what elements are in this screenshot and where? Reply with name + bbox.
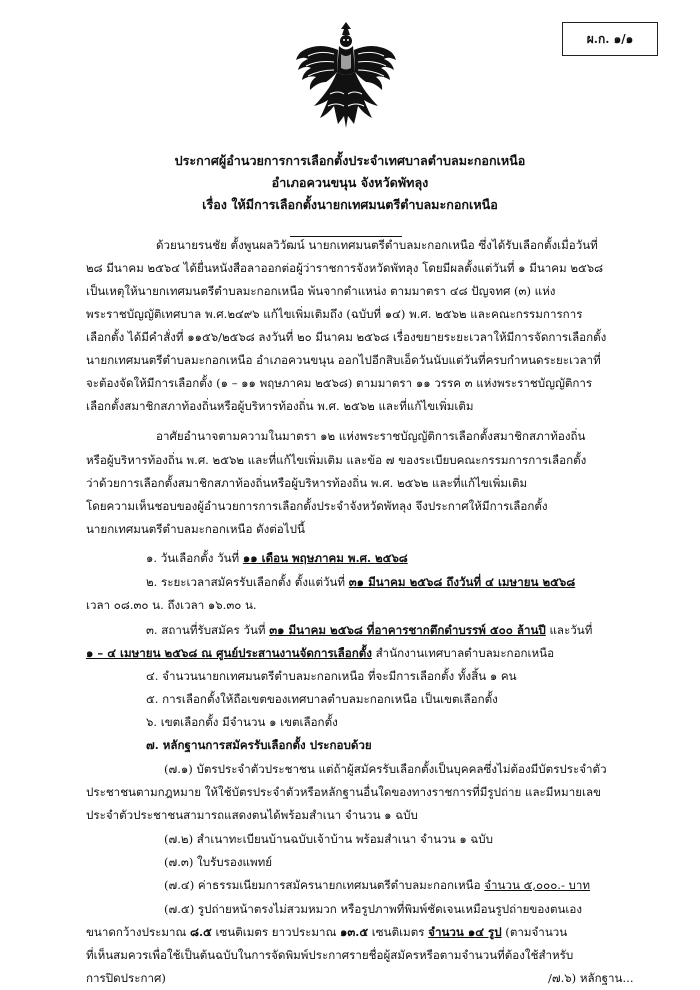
doc-photo-line2 — [86, 927, 567, 939]
para1-line: พระราชบัญญัติเทศบาล พ.ศ.๒๔๙๖ แก้ไขเพิ่มเติมถึง (ฉบับที่ ๑๔) พ.ศ. ๒๕๖๒ และคณะกรรมการการ — [86, 307, 583, 321]
doc-photo-line4: การปิดประกาศ) — [86, 971, 166, 985]
page-code-label: ผ.ก. ๑/๑ — [586, 31, 634, 46]
item-application-venue-value: ๓๑ มีนาคม ๒๕๖๘ ที่อาคารชากตึกดำบรรพ์ ๕๐๐ ล้านปี — [269, 623, 546, 637]
doc-id-card-line: ประชาชนตามกฎหมาย ให้ใช้บัตรประจำตัวหรือหลักฐานอื่นใดของทางราชการที่มีรูปถ่าย และมีหมายเลข — [86, 785, 601, 799]
doc-house-registration: (๗.๒) สำเนาทะเบียนบ้านฉบับเจ้าบ้าน พร้อมสำเนา จำนวน ๑ ฉบับ — [164, 832, 493, 846]
para2-line: โดยความเห็นชอบของผู้อำนวยการการเลือกตั้งประจำจังหวัดพัทลุง จึงประกาศให้มีการเลือกตั้ง — [86, 499, 548, 513]
continuation-note: /๗.๖) หลักฐาน... — [548, 971, 634, 985]
title-divider — [290, 236, 402, 237]
doc-medical-certificate: (๗.๓) ใบรับรองแพทย์ — [164, 855, 273, 869]
item-required-documents: ๗. หลักฐานการสมัครรับเลือกตั้ง ประกอบด้วย — [146, 738, 372, 752]
item-constituency-count: ๖. เขตเลือกตั้ง มีจำนวน ๑ เขตเลือกตั้ง — [146, 715, 338, 729]
doc-id-card-line: ประจำตัวประชาชนสามารถแสดงตนได้พร้อมสำเนา จำนวน ๑ ฉบับ — [86, 808, 418, 822]
doc-application-fee — [164, 880, 590, 892]
doc-id-card-line: (๗.๑) บัตรประจำตัวประชาชน แต่ถ้าผู้สมัครรับเลือกตั้งเป็นบุคคลซึ่งไม่ต้องมีบัตรประจำตัว — [164, 762, 607, 776]
doc-photo-line3: ที่เห็นสมควรเพื่อใช้เป็นต้นฉบับในการจัดพิมพ์ประกาศรายชื่อผู้สมัครหรือตามจำนวนที่ต้องใช้สำหรับ — [86, 948, 574, 962]
doc-application-fee-label: (๗.๔) ค่าธรรมเนียมการสมัครนายกเทศมนตรีตำบลมะกอกเหนือ — [164, 878, 485, 892]
item-application-period — [146, 577, 575, 589]
item-application-period-value: ๓๑ มีนาคม ๒๕๖๘ ถึงวันที่ ๔ เมษายน ๒๕๖๘ — [348, 575, 576, 589]
item-application-venue2-value: ๑ – ๔ เมษายน ๒๕๖๘ ณ ศูนย์ประสานงานจัดการเลือกตั้ง — [86, 646, 372, 660]
para1-line: ๒๘ มีนาคม ๒๕๖๔ ได้ยื่นหนังสือลาออกต่อผู้ว่าราชการจังหวัดพัทลุง โดยมีผลตั้งแต่วันที่ ๑ มีนาคม ๒๕๖๘ — [86, 261, 604, 275]
para1-line: ด้วยนายรนชัย ตั้งพูนผลวิวัฒน์ นายกเทศมนตรีตำบลมะกอกเหนือ ซึ่งได้รับเลือกตั้งเมื่อวันที่ — [156, 238, 598, 252]
doc-application-fee-value: จำนวน ๕,๐๐๐.- บาท — [484, 878, 591, 892]
para2-line: หรือผู้บริหารท้องถิ่น พ.ศ. ๒๕๖๒ และที่แก้ไขเพิ่มเติม และข้อ ๗ ของระเบียบคณะกรรมการการเลือกตั้ง — [86, 453, 587, 467]
announcement-title: ประกาศผู้อำนวยการการเลือกตั้งประจำเทศบาลตำบลมะกอกเหนือ — [174, 153, 526, 168]
item-application-venue-label: ๓. สถานที่รับสมัคร วันที่ — [146, 623, 270, 637]
doc-photo-unit-label: เซนติเมตร — [368, 925, 429, 939]
para1-line: จะต้องจัดให้มีการเลือกตั้ง (๑ – ๑๑ พฤษภาคม ๒๕๖๘) ตามมาตรา ๑๑ วรรค ๓ แห่งพระราชบัญญัติการ — [86, 376, 593, 390]
item-mayor-count: ๔. จำนวนนายกเทศมนตรีตำบลมะกอกเหนือ ที่จะมีการเลือกตั้ง ทั้งสิ้น ๑ คน — [146, 669, 517, 683]
item-application-hours: เวลา ๐๘.๓๐ น. ถึงเวลา ๑๖.๓๐ น. — [86, 598, 257, 612]
doc-photo-length-value: ๑๓.๕ — [340, 925, 369, 939]
page-code-box — [562, 22, 658, 56]
para2-line: ว่าด้วยการเลือกตั้งสมาชิกสภาท้องถิ่นหรือผู้บริหารท้องถิ่น พ.ศ. ๒๕๖๒ และที่แก้ไขเพิ่มเติม — [86, 476, 528, 490]
doc-photo-width-value: ๘.๕ — [190, 925, 212, 939]
doc-photo-length-label: เซนติเมตร ยาวประมาณ — [211, 925, 341, 939]
doc-photo-size-label: ขนาดกว้างประมาณ — [86, 925, 190, 939]
item-application-venue-line2 — [86, 648, 554, 660]
announcement-district: อำเภอควนขนุน จังหวัดพัทลุง — [271, 175, 429, 190]
item-application-venue2-suffix: สำนักงานเทศบาลตำบลมะกอกเหนือ — [371, 646, 555, 660]
item-election-date — [146, 553, 408, 565]
doc-photo-line1: (๗.๕) รูปถ่ายหน้าตรงไม่สวมหมวก หรือรูปภาพที่พิมพ์ชัดเจนเหมือนรูปถ่ายของตนเอง — [164, 902, 583, 916]
para2-line: อาศัยอำนาจตามความในมาตรา ๑๒ แห่งพระราชบัญญัติการเลือกตั้งสมาชิกสภาท้องถิ่น — [156, 429, 586, 443]
doc-photo-count-value: จำนวน ๑๔ รูป — [428, 925, 502, 939]
para1-line: เป็นเหตุให้นายกเทศมนตรีตำบลมะกอกเหนือ พ้นจากตำแหน่ง ตามมาตรา ๔๘ ปัญจทศ (๓) แห่ง — [86, 284, 556, 298]
doc-photo-note-start: (ตามจำนวน — [501, 925, 568, 939]
item-application-period-label: ๒. ระยะเวลาสมัครรับเลือกตั้ง ตั้งแต่วันที่ — [146, 575, 349, 589]
item-constituency: ๕. การเลือกตั้งให้ถือเขตของเทศบาลตำบลมะกอกเหนือ เป็นเขตเลือกตั้ง — [146, 692, 498, 706]
para1-line: เลือกตั้งสมาชิกสภาท้องถิ่นหรือผู้บริหารท้องถิ่น พ.ศ. ๒๕๖๒ และที่แก้ไขเพิ่มเติม — [86, 399, 474, 413]
item-election-date-value: ๑๑ เดือน พฤษภาคม พ.ศ. ๒๕๖๘ — [242, 551, 408, 565]
item-election-date-label: ๑. วันเลือกตั้ง วันที่ — [146, 551, 243, 565]
para1-line: นายกเทศมนตรีตำบลมะกอกเหนือ อำเภอควนขนุน ออกไปอีกสิบเอ็ดวันนับแต่วันที่ครบกำหนดระยะเวลาที่ — [86, 353, 601, 367]
announcement-subject: เรื่อง ให้มีการเลือกตั้งนายกเทศมนตรีตำบลมะกอกเหนือ — [202, 197, 498, 212]
para2-line: นายกเทศมนตรีตำบลมะกอกเหนือ ดังต่อไปนี้ — [86, 522, 305, 536]
para1-line: เลือกตั้ง ได้มีคำสั่งที่ ๑๑๕๖/๒๕๖๘ ลงวันที่ ๒๐ มีนาคม ๒๕๖๘ เรื่องขยายระยะเวลาให้มีการจัดการเลือกตั้ง — [86, 330, 607, 344]
item-application-venue-suffix: และวันที่ — [545, 623, 593, 637]
garuda-emblem-icon — [294, 20, 398, 132]
item-application-venue — [146, 625, 592, 637]
